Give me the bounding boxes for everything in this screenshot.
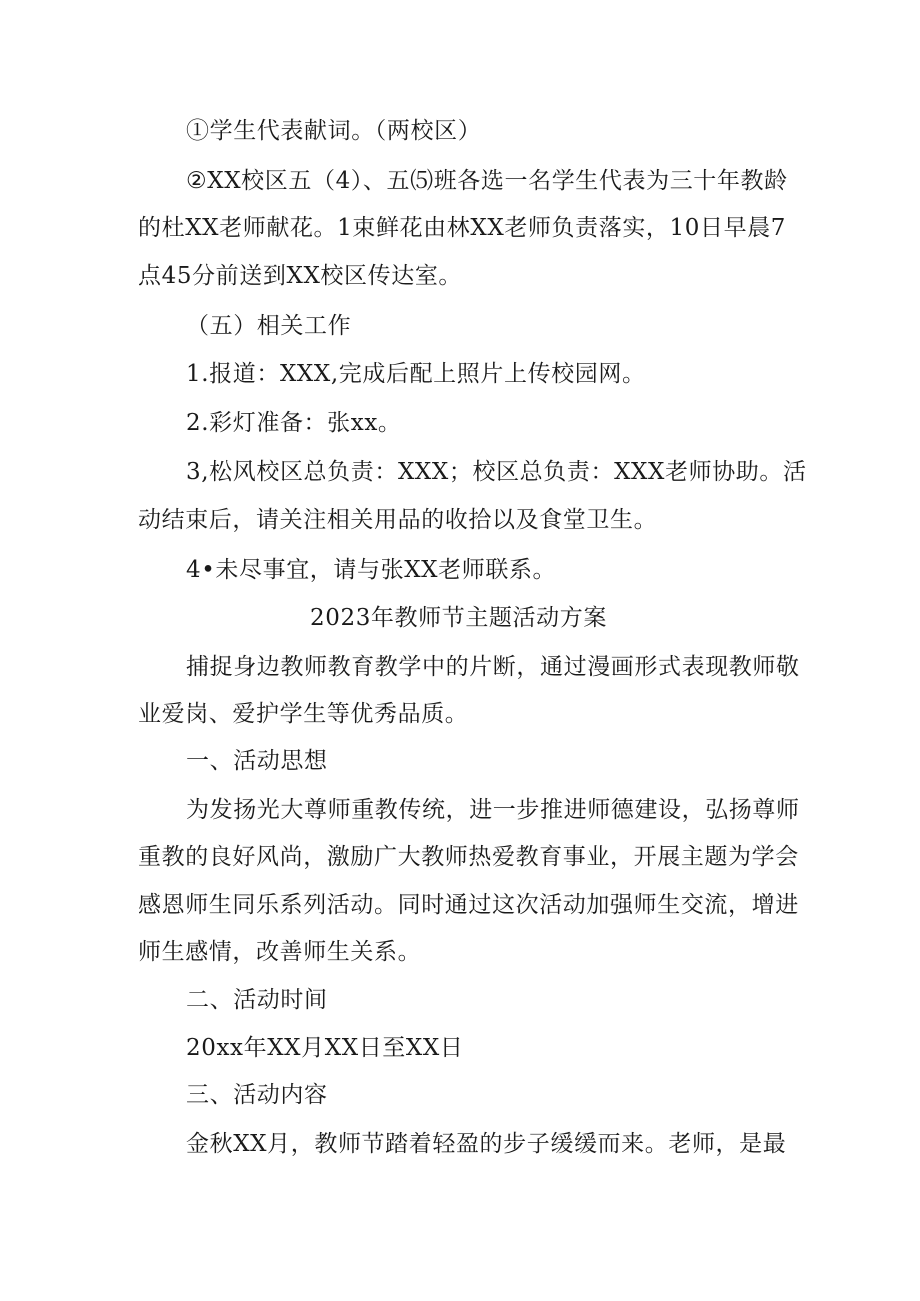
- list-item-responsible-line-2: 动结束后，请关注相关用品的收拾以及食堂卫生。: [138, 507, 658, 533]
- paragraph-flower-line-1: ②XX校区五（4）、五⑸班各选一名学生代表为三十年教龄: [186, 168, 788, 194]
- idea-line-3: 感恩师生同乐系列活动。同时通过这次活动加强师生交流，增进: [138, 892, 799, 918]
- section-heading-related-work: （五）相关工作: [186, 313, 352, 339]
- heading-activity-time: 二、活动时间: [186, 987, 328, 1013]
- heading-activity-content: 三、活动内容: [186, 1082, 328, 1108]
- idea-line-4: 师生感情，改善师生关系。: [138, 939, 422, 965]
- intro-line-2: 业爱岗、爱护学生等优秀品质。: [138, 701, 469, 727]
- paragraph-flower-line-3: 点45分前送到XX校区传达室。: [138, 263, 463, 289]
- list-item-responsible-line-1: 3,松风校区总负责：XXX；校区总负责：XXX老师协助。活: [186, 459, 807, 485]
- heading-activity-idea: 一、活动思想: [186, 748, 328, 774]
- content-line-1: 金秋XX月，教师节踏着轻盈的步子缓缓而来。老师，是最: [186, 1131, 787, 1157]
- list-item-lights: 2.彩灯准备：张xx。: [186, 410, 402, 436]
- idea-line-2: 重教的良好风尚，激励广大教师热爱教育事业，开展主题为学会: [138, 844, 799, 870]
- paragraph-student-speech: ①学生代表献词。（两校区）: [186, 118, 482, 144]
- paragraph-flower-line-2: 的杜XX老师献花。1束鲜花由林XX老师负责落实，10日早晨7: [138, 215, 787, 241]
- list-item-report: 1.报道：XXX,完成后配上照片上传校园网。: [186, 361, 646, 387]
- idea-line-1: 为发扬光大尊师重教传统，进一步推进师德建设，弘扬尊师: [186, 797, 800, 823]
- list-item-contact: 4•未尽事宜，请与张XX老师联系。: [186, 557, 557, 583]
- activity-date: 20xx年XX月XX日至XX日: [186, 1035, 464, 1061]
- document-title: 2023年教师节主题活动方案: [310, 605, 607, 631]
- intro-line-1: 捕捉身边教师教育教学中的片断，通过漫画形式表现教师敬: [186, 654, 800, 680]
